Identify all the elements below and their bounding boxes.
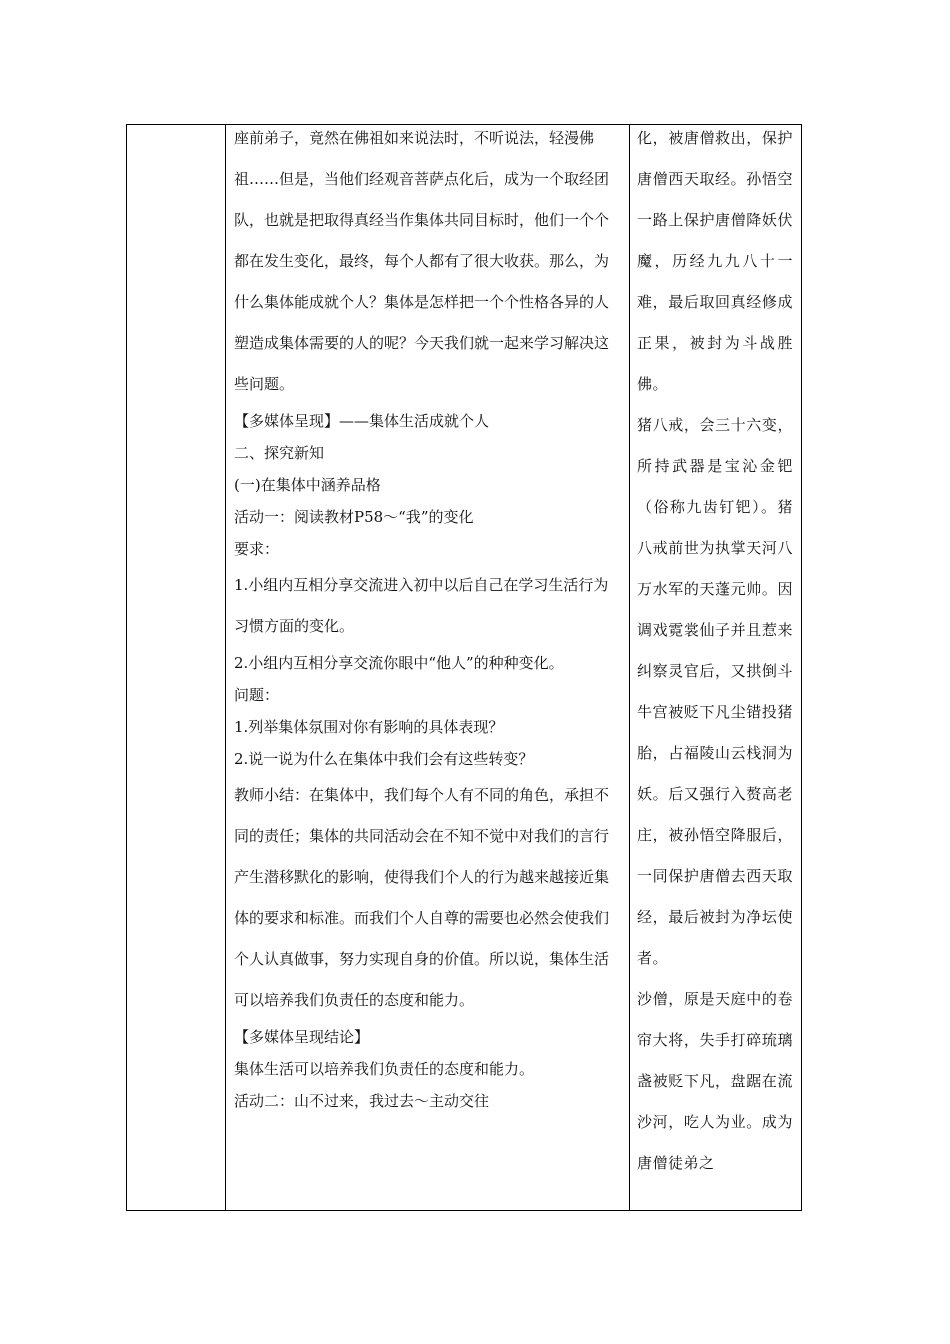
lesson-plan-table [126,124,802,1211]
character-notes-text [637,125,793,1184]
left-column [127,125,226,1210]
paragraph: 要求： [234,540,280,558]
paragraph: 【多媒体呈现】——集体生活成就个人 [234,412,490,430]
middle-column [225,125,630,1210]
paragraph: 1.小组内互相分享交流进入初中以后自己在学习生活行为习惯方面的变化。 [234,576,609,635]
paragraph: 二、探究新知 [234,444,325,462]
paragraph: 2.小组内互相分享交流你眼中“他人”的种种变化。 [234,654,564,672]
paragraph: 活动一：阅读教材P58～“我”的变化 [234,508,474,526]
paragraph: 【多媒体呈现结论】 [234,1028,370,1046]
paragraph: (一)在集体中涵养品格 [234,476,381,494]
paragraph: 教师小结：在集体中，我们每个人有不同的角色，承担不同的责任；集体的共同活动会在不知不觉中对我们的言行产生潜移默化的影响，使得我们个人的行为越来越接近集体的要求和标准。而我们个人自尊的需要也必然会使我们个人认真做事，努力实现自身的价值。所以说，集体生活可以培养我们负责任的态度和能力。 [234,786,610,1009]
paragraph: 问题： [234,686,280,704]
paragraph: 集体生活可以培养我们负责任的态度和能力。 [234,1060,535,1078]
paragraph: 2.说一说为什么在集体中我们会有这些转变？ [234,750,534,768]
character-paragraph: 化，被唐僧救出，保护唐僧西天取经。孙悟空一路上保护唐僧降妖伏魔，历经九九八十一难，最后取回真经修成正果，被封为斗战胜佛。 [637,129,793,393]
teaching-process-text [234,125,622,1117]
paragraph: 1.列举集体氛围对你有影响的具体表现？ [234,718,504,736]
right-column [629,125,801,1210]
paragraph: 活动二：山不过来，我过去～主动交往 [234,1092,490,1110]
paragraph: 座前弟子，竟然在佛祖如来说法时，不听说法，轻漫佛祖……但是，当他们经观音菩萨点化后，成为一个取经团队，也就是把取得真经当作集体共同目标时，他们一个个都在发生变化，最终，每个人都有了很大收获。那么，为什么集体能成就个人？集体是怎样把一个个性格各异的人塑造成集体需要的人的呢？今天我们就一起来学习解决这些问题。 [234,129,610,393]
character-paragraph: 猪八戒，会三十六变，所持武器是宝沁金钯（俗称九齿钉钯）。猪八戒前世为执掌天河八万水军的天蓬元帅。因调戏霓裳仙子并且惹来纠察灵官后，又拱倒斗牛宫被贬下凡尘错投猪胎，占福陵山云栈洞为妖。后又强行入赘高老庄，被孙悟空降服后，一同保护唐僧去西天取经，最后被封为净坛使者。 [637,416,793,967]
character-paragraph: 沙僧，原是天庭中的卷帘大将，失手打碎琉璃盏被贬下凡，盘踞在流沙河，吃人为业。成为唐僧徒弟之 [637,990,793,1172]
